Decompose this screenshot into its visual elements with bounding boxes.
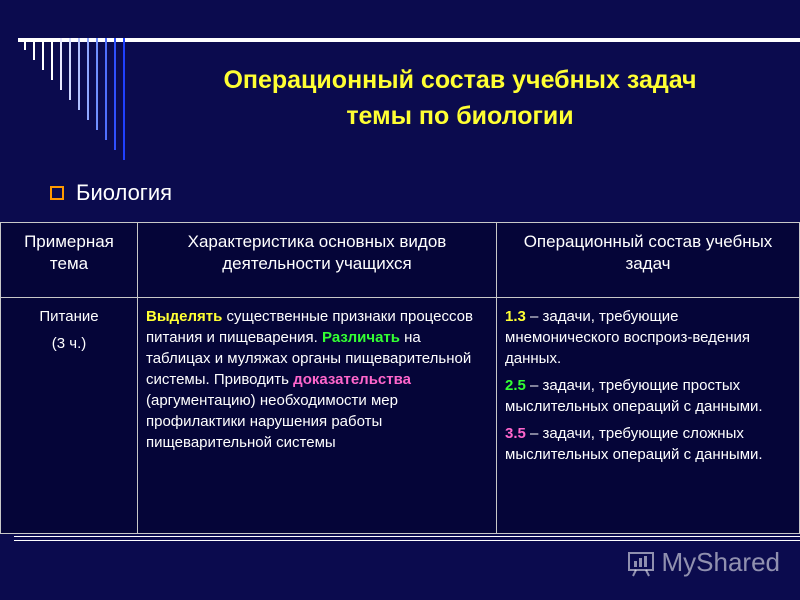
activity-text: существенные признаки процессов питания и пищеварения.: [146, 308, 473, 346]
tasks-table: [0, 222, 800, 534]
topic-hours: (3 ч.): [51, 335, 87, 352]
activity-text: Приводить: [213, 371, 294, 388]
operation-text: – задачи, требующие сложных мыслительных операций с данными.: [505, 425, 763, 463]
watermark: [626, 547, 781, 578]
activity-text: на таблицах и муляжах органы пищеварительной системы.: [146, 329, 472, 388]
operation-item: [505, 375, 791, 417]
slide-title: [150, 62, 770, 134]
decorative-stripes: [18, 38, 148, 163]
bullet-text: Биология: [76, 180, 173, 205]
verb-highlight: Выделять: [146, 308, 223, 325]
bottom-rule: [14, 540, 800, 541]
operations-cell: [497, 298, 800, 534]
chart-logo-icon: [626, 548, 656, 578]
operation-text: – задачи, требующие простых мыслительных операций с данными.: [505, 377, 763, 415]
topic-cell: [1, 298, 138, 534]
header-operations: Операционный состав учебных задач: [497, 223, 800, 298]
verb-highlight: Различать: [322, 329, 400, 346]
watermark-text: MyShared: [661, 547, 780, 577]
bullet-item: [50, 180, 172, 206]
square-bullet-icon: [50, 186, 64, 200]
evidence-highlight: доказательства: [293, 371, 411, 388]
operation-code: 2.5: [505, 377, 526, 394]
operation-code: 1.3: [505, 308, 526, 325]
header-activities: Характеристика основных видов деятельности учащихся: [138, 223, 497, 298]
operation-item: [505, 423, 791, 465]
title-line-2: темы по биологии: [346, 102, 574, 130]
table-header-row: [1, 223, 800, 298]
table-row: [1, 298, 800, 534]
bottom-rule: [14, 536, 800, 537]
activities-cell: [138, 298, 497, 534]
activity-text: (аргументацию) необходимости мер профилактики нарушения работы пищеварительной системы: [146, 392, 398, 451]
operation-code: 3.5: [505, 425, 526, 442]
operation-item: [505, 306, 791, 369]
topic-name: Питание: [39, 308, 99, 325]
header-topic: Примерная тема: [1, 223, 138, 298]
title-line-1: Операционный состав учебных задач: [223, 66, 697, 94]
operation-text: – задачи, требующие мнемонического воспроиз-ведения данных.: [505, 308, 751, 367]
